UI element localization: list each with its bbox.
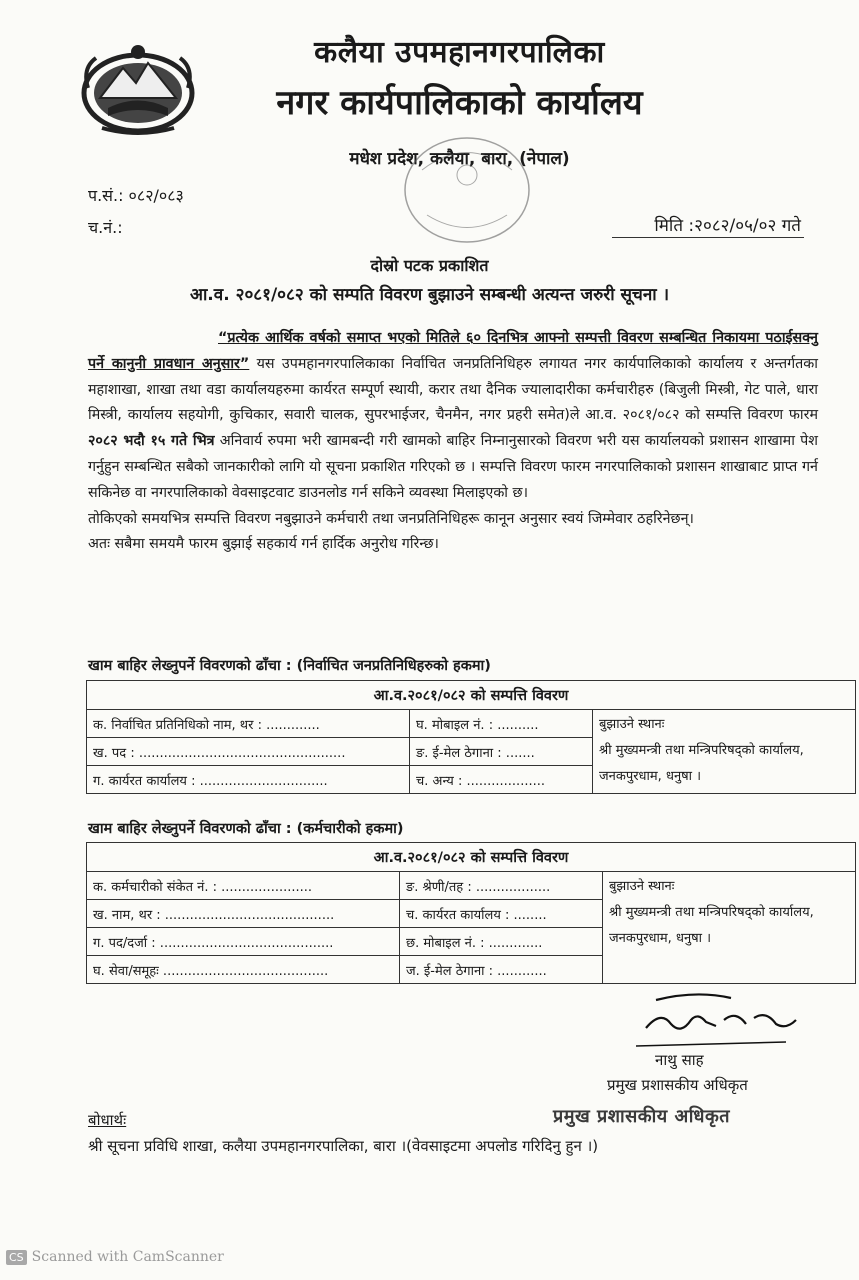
reference-number: प.सं.: ०८२/०८३	[88, 186, 184, 205]
date-underline	[612, 237, 804, 238]
notice-paragraph-1: “प्रत्येक आर्थिक वर्षको समाप्त भएको मितिले ६० दिनभित्र आफ्नो सम्पत्ती विवरण सम्बन्धित निकायमा पठाईसक्नु पर्ने कानुनी प्रावधान अनुसार” यस उपमहानगरपालिकाका निर्वाचित जनप्रतिनिधिहरु लगायत नगर कार्यपालिकाको कार्यालय र अन्तर्गतका महाशाखा, शाखा तथा वडा कार्यालयहरुमा कार्यरत सम्पूर्ण स्थायी, करार तथा दैनिक ज्यालादारीका कर्मचारीहरु (बिजुली मिस्त्री, गेट पाले, धारा मिस्त्री, कार्यालय सहयोगी, कुचिकार, सवारी चालक, सुपरभाईजर, चैनमैन, नगर प्रहरी समेत)ले आ.व. २०८१/०८२ को सम्पत्ति विवरण फारम २०८२ भदौ १५ गते भित्र अनिवार्य रुपमा भरी खामबन्दी गरी खामको बाहिर निम्नानुसारको विवरण भरी यस कार्यालयको प्रशासन शाखामा पेश गर्नुहुन सम्बन्धित सबैको जानकारीको लागि यो सूचना प्रकाशित गरिएको छ । सम्पत्ति विवरण फारम नगरपालिकाको प्रशासन शाखाबाट प्राप्त गर्न सकिनेछ वा नगरपालिकाको वेवसाइटवाट डाउनलोड गर्न सकिने व्यवस्था मिलाइएको छ।	[88, 330, 818, 501]
cc-label: बोधार्थः	[88, 1111, 127, 1129]
notice-subject: आ.व. २०८१/०८२ को सम्पति विवरण बुझाउने सम्बन्धी अत्यन्त जरुरी सूचना ।	[189, 285, 670, 305]
office-address: मधेश प्रदेश, कलैया, बारा, (नेपाल)	[349, 149, 570, 169]
form-staff-table	[86, 842, 856, 984]
notice-paragraph-2: तोकिएको समयभित्र सम्पत्ति विवरण नबुझाउने कर्मचारी तथा जनप्रतिनिधिहरू कानून अनुसार स्वयं जिम्मेवार ठहरिनेछन्।	[88, 510, 694, 527]
designation-stamp: प्रमुख प्रशासकीय अधिकृत	[553, 1106, 731, 1127]
form-staff-office-field: च. कार्यरत कार्यालय : ........	[400, 900, 603, 928]
form-staff-submit-place: बुझाउने स्थानः श्री मुख्यमन्त्री तथा मन्त्रिपरिषद्को कार्यालय, जनकपुरधाम, धनुषा ।	[603, 872, 856, 984]
form-elected-office-field: ग. कार्यरत कार्यालय : ...............................	[87, 766, 410, 794]
office-name: कलैया उपमहानगरपालिका	[314, 35, 605, 70]
signatory-name: नाथु साह	[655, 1051, 704, 1069]
signatory-title: प्रमुख प्रशासकीय अधिकृत	[607, 1076, 748, 1094]
form-staff-service-field: घ. सेवा/समूहः ........................................	[87, 956, 400, 984]
form-elected-mobile-field: घ. मोबाइल नं. : ..........	[410, 710, 593, 738]
cc-text: श्री सूचना प्रविधि शाखा, कलैया उपमहानगरपालिका, बारा ।(वेवसाइटमा अपलोड गरिदिनु हुन ।)	[88, 1137, 599, 1155]
form-staff-header: आ.व.२०८१/०८२ को सम्पत्ति विवरण	[87, 843, 856, 872]
office-title: नगर कार्यपालिकाको कार्यालय	[276, 83, 643, 123]
form-staff-email-field: ज. ई-मेल ठेगाना : ............	[400, 956, 603, 984]
form-staff-name-field: ख. नाम, थर : .........................................	[87, 900, 400, 928]
dispatch-number: च.नं.:	[88, 218, 123, 237]
form-elected-email-field: ङ. ई-मेल ठेगाना : .......	[410, 738, 593, 766]
deadline-text: २०८२ भदौ १५ गते भित्र	[88, 433, 215, 450]
notice-body	[88, 326, 818, 558]
form-elected-title: खाम बाहिर लेख्नुपर्ने विवरणको ढाँचा : (निर्वाचित जनप्रतिनिधिहरुको हकमा)	[88, 658, 491, 674]
form-elected-submit-place: बुझाउने स्थानः श्री मुख्यमन्त्री तथा मन्त्रिपरिषद्को कार्यालय, जनकपुरधाम, धनुषा ।	[593, 710, 856, 794]
notice-date: मिति :२०८२/०५/०२ गते	[654, 216, 801, 236]
form-elected-table	[86, 680, 856, 794]
form-elected-header: आ.व.२०८१/०८२ को सम्पत्ति विवरण	[87, 681, 856, 710]
signature-icon	[636, 990, 806, 1050]
form-staff-code-field: क. कर्मचारीको संकेत नं. : ......................	[87, 872, 400, 900]
form-staff-post-field: ग. पद/दर्जा : ..........................................	[87, 928, 400, 956]
legal-provision-quote: “प्रत्येक आर्थिक वर्षको समाप्त भएको मितिले ६० दिनभित्र आफ्नो सम्पत्ती विवरण सम्बन्धित निकायमा पठाईसक्नु पर्ने कानुनी प्रावधान अनुसार”	[88, 330, 818, 372]
form-staff-mobile-field: छ. मोबाइल नं. : .............	[400, 928, 603, 956]
camscanner-logo-icon: CS	[6, 1250, 27, 1265]
camscanner-watermark: CS Scanned with CamScanner	[6, 1249, 224, 1265]
form-elected-post-field: ख. पद : ..................................................	[87, 738, 410, 766]
second-publication-label: दोस्रो पटक प्रकाशित	[370, 256, 489, 275]
office-stamp-icon	[392, 130, 542, 250]
form-staff-level-field: ङ. श्रेणी/तह : ..................	[400, 872, 603, 900]
form-staff-title: खाम बाहिर लेख्नुपर्ने विवरणको ढाँचा : (कर्मचारीको हकमा)	[88, 821, 404, 837]
form-elected-name-field: क. निर्वाचित प्रतिनिधिको नाम, थर : .............	[87, 710, 410, 738]
form-elected-other-field: च. अन्य : ...................	[410, 766, 593, 794]
notice-paragraph-3: अतः सबैमा समयमै फारम बुझाई सहकार्य गर्न हार्दिक अनुरोध गरिन्छ।	[88, 536, 439, 553]
